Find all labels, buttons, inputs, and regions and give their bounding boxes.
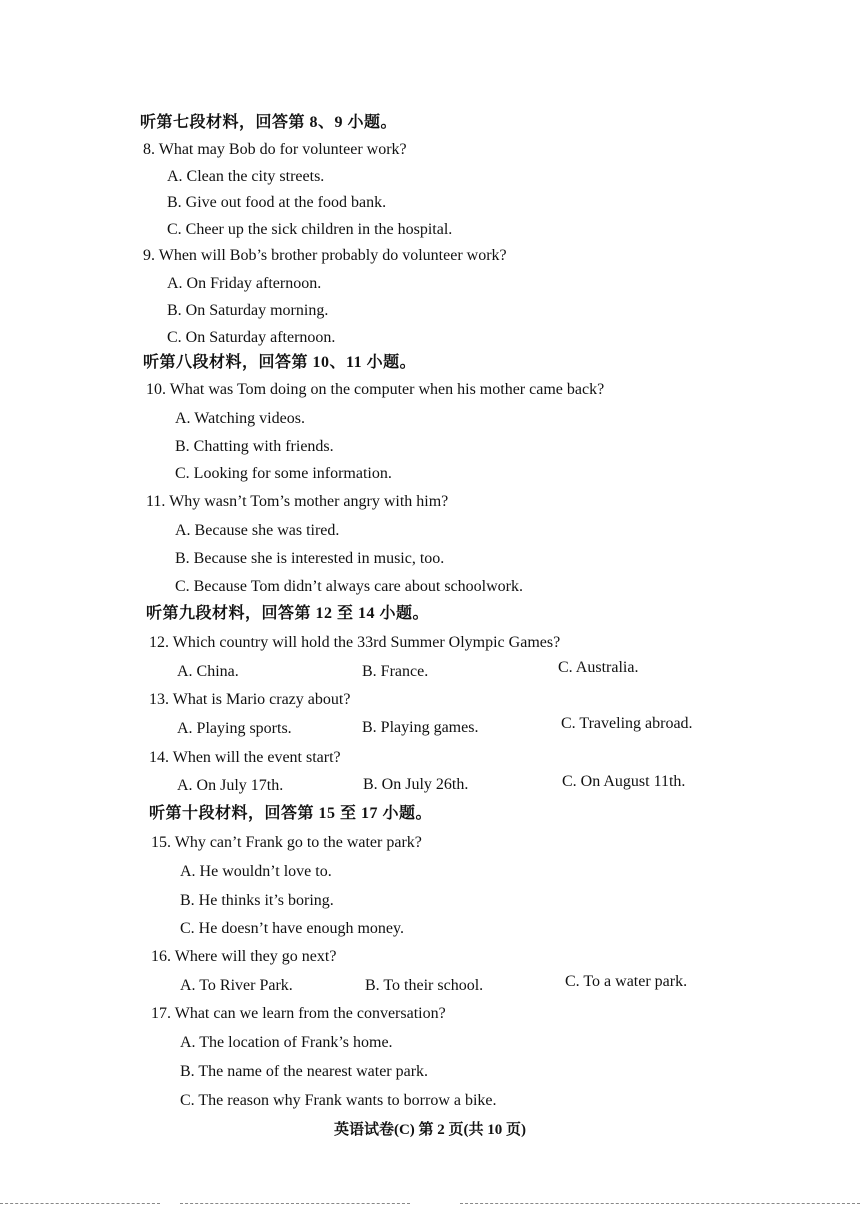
question-17-option-a: A. The location of Frank’s home. xyxy=(180,1034,393,1051)
question-14-option-c: C. On August 11th. xyxy=(562,773,686,790)
question-13-option-a: A. Playing sports. xyxy=(177,720,292,737)
question-15-option-b: B. He thinks it’s boring. xyxy=(180,892,334,909)
question-11: 11. Why wasn’t Tom’s mother angry with him? xyxy=(146,493,449,510)
question-16: 16. Where will they go next? xyxy=(151,948,337,965)
question-12-option-a: A. China. xyxy=(177,663,239,680)
question-11-option-a: A. Because she was tired. xyxy=(175,522,340,539)
question-15-option-a: A. He wouldn’t love to. xyxy=(180,863,332,880)
question-13-option-b: B. Playing games. xyxy=(362,719,479,736)
bottom-cut-line-middle xyxy=(180,1203,410,1205)
question-9-option-a: A. On Friday afternoon. xyxy=(167,275,322,292)
question-14-option-a: A. On July 17th. xyxy=(177,777,284,794)
question-9: 9. When will Bob’s brother probably do volunteer work? xyxy=(143,247,507,264)
question-10: 10. What was Tom doing on the computer when his mother came back? xyxy=(146,381,605,398)
question-12-option-b: B. France. xyxy=(362,663,429,680)
question-14: 14. When will the event start? xyxy=(149,749,341,766)
question-13: 13. What is Mario crazy about? xyxy=(149,691,351,708)
question-17-option-b: B. The name of the nearest water park. xyxy=(180,1063,429,1080)
question-8-option-a: A. Clean the city streets. xyxy=(167,168,325,185)
section-heading-7: 听第七段材料，回答第 8、9 小题。 xyxy=(140,114,398,131)
section-heading-9: 听第九段材料，回答第 12 至 14 小题。 xyxy=(146,605,430,622)
question-10-option-c: C. Looking for some information. xyxy=(175,465,392,482)
question-8-option-c: C. Cheer up the sick children in the hospital. xyxy=(167,221,453,238)
question-10-option-a: A. Watching videos. xyxy=(175,410,305,427)
question-17-option-c: C. The reason why Frank wants to borrow a bike. xyxy=(180,1092,497,1109)
question-8-option-b: B. Give out food at the food bank. xyxy=(167,194,387,211)
page-footer: 英语试卷(C) 第 2 页(共 10 页) xyxy=(333,1122,527,1138)
question-16-option-b: B. To their school. xyxy=(365,977,484,994)
question-10-option-b: B. Chatting with friends. xyxy=(175,438,334,455)
question-14-option-b: B. On July 26th. xyxy=(363,776,469,793)
section-heading-10: 听第十段材料，回答第 15 至 17 小题。 xyxy=(149,805,433,822)
question-15: 15. Why can’t Frank go to the water park? xyxy=(151,834,422,851)
bottom-cut-line-left xyxy=(0,1203,160,1205)
question-16-option-c: C. To a water park. xyxy=(565,973,688,990)
question-15-option-c: C. He doesn’t have enough money. xyxy=(180,920,404,937)
question-17: 17. What can we learn from the conversation? xyxy=(151,1005,446,1022)
section-heading-8: 听第八段材料，回答第 10、11 小题。 xyxy=(143,354,417,371)
question-11-option-b: B. Because she is interested in music, too. xyxy=(175,550,445,567)
question-11-option-c: C. Because Tom didn’t always care about schoolwork. xyxy=(175,578,523,595)
question-8: 8. What may Bob do for volunteer work? xyxy=(143,141,407,158)
question-16-option-a: A. To River Park. xyxy=(180,977,293,994)
question-13-option-c: C. Traveling abroad. xyxy=(561,715,693,732)
question-12: 12. Which country will hold the 33rd Summer Olympic Games? xyxy=(149,634,561,651)
bottom-cut-line-right xyxy=(460,1203,860,1205)
question-9-option-b: B. On Saturday morning. xyxy=(167,302,329,319)
question-9-option-c: C. On Saturday afternoon. xyxy=(167,329,336,346)
question-12-option-c: C. Australia. xyxy=(558,659,639,676)
